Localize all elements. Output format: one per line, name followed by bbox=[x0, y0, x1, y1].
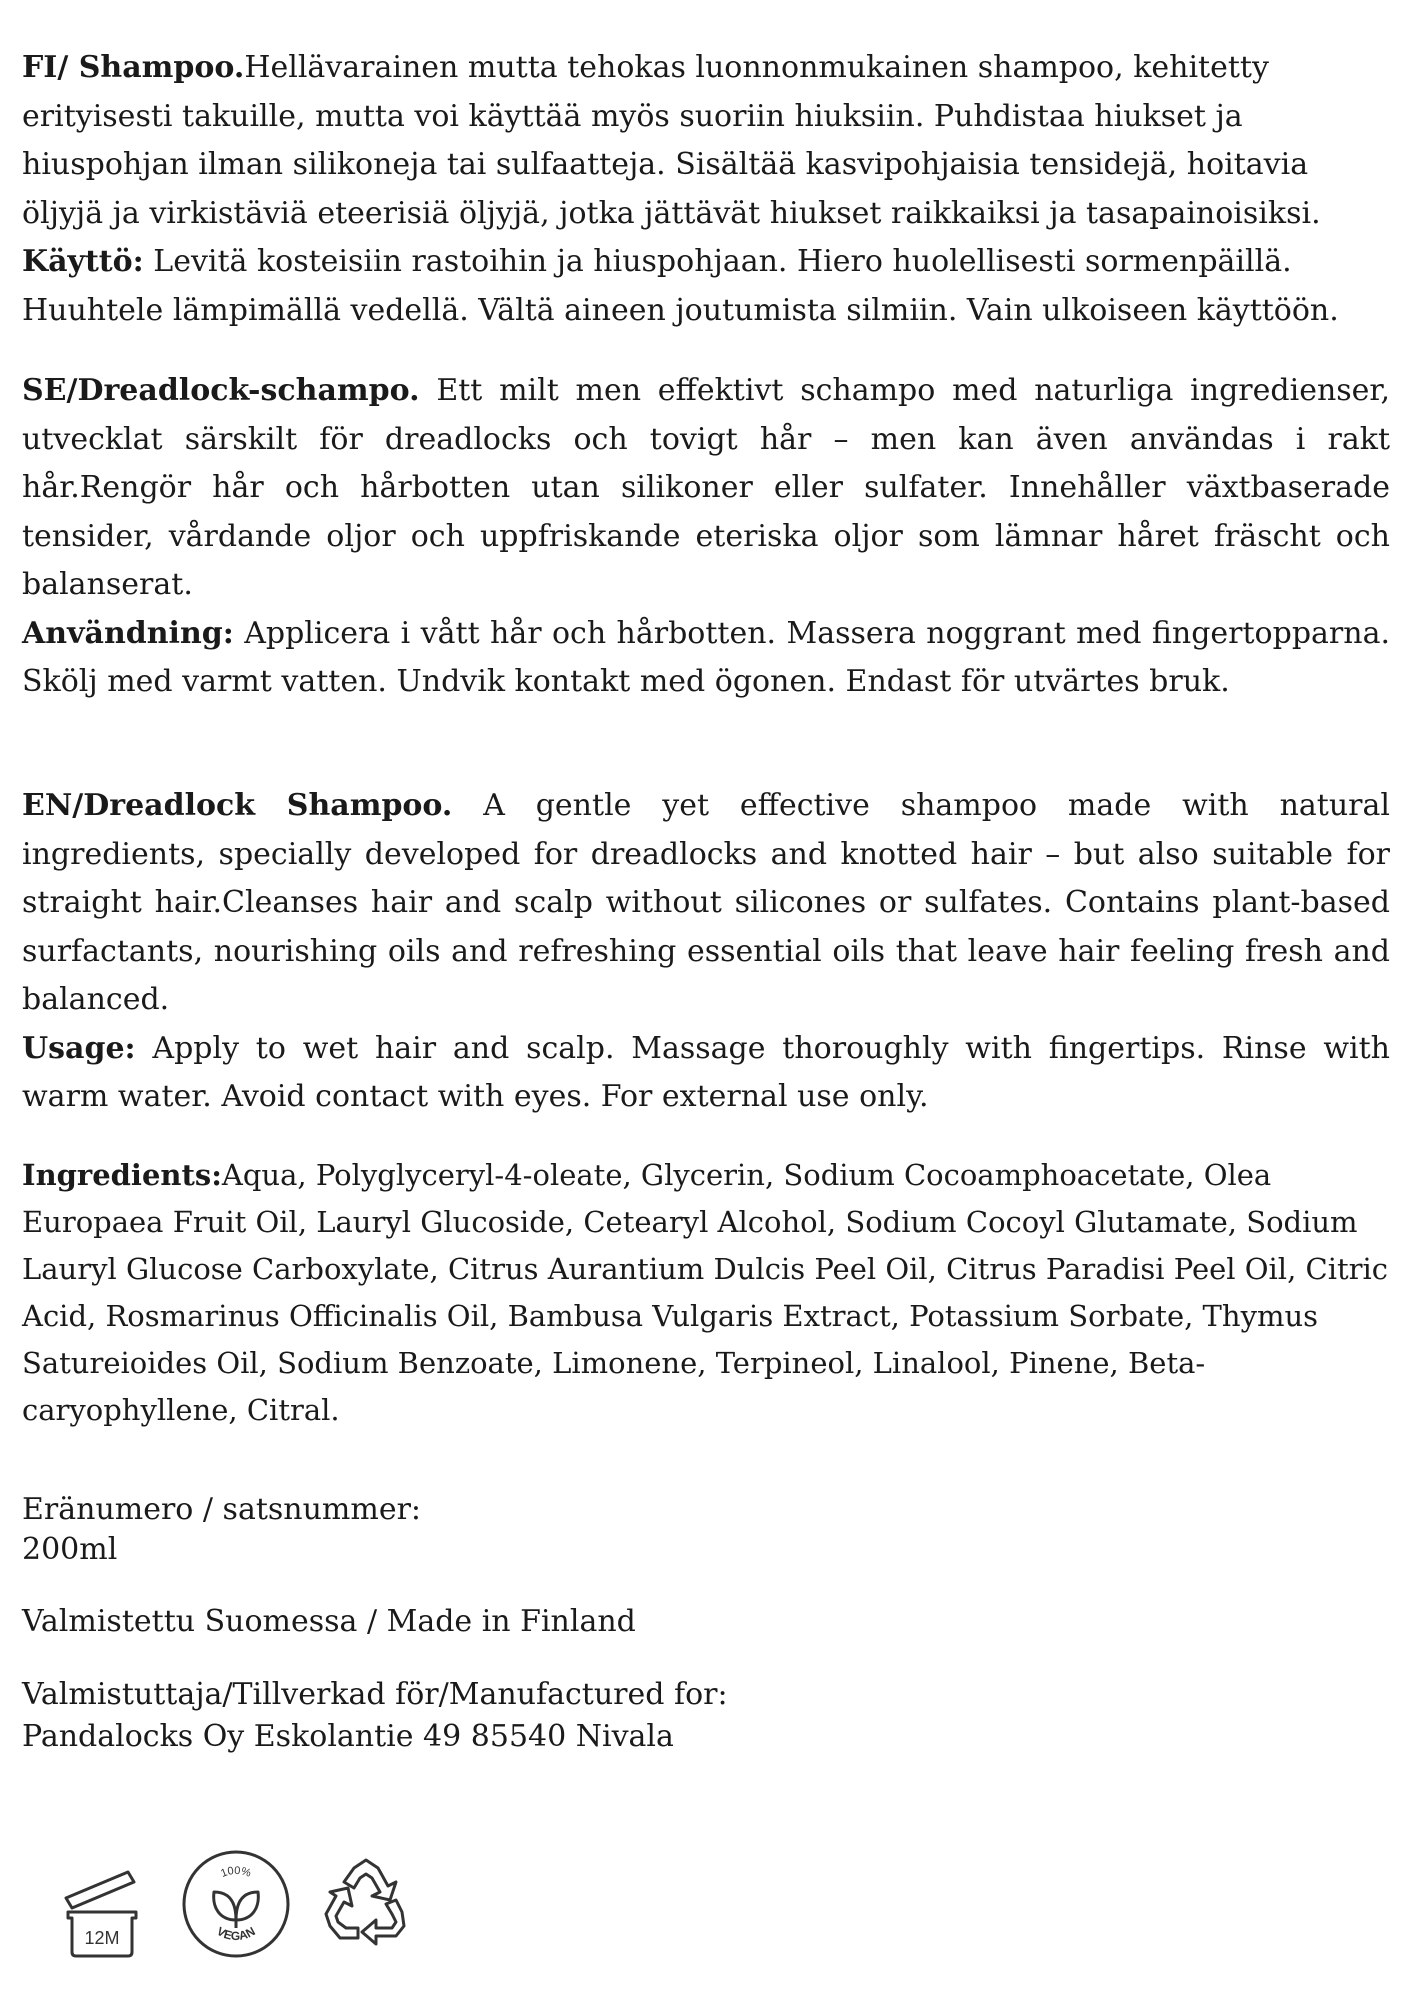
swedish-usage-label: Användning: bbox=[22, 615, 234, 651]
finnish-heading: FI/ Shampoo. bbox=[22, 50, 245, 85]
batch-number-label: Eränumero / satsnummer: bbox=[22, 1492, 422, 1527]
manufacturer-address: Pandalocks Oy Eskolantie 49 85540 Nivala bbox=[22, 1719, 674, 1754]
ingredients-section bbox=[22, 1152, 1390, 1434]
swedish-heading: SE/Dreadlock-schampo. bbox=[22, 373, 420, 408]
swedish-description: Ett milt men effektivt schampo med naturliga ingredienser, utvecklat särskilt för dreadlocks och tovigt hår – men kan även användas i rakt hår.Rengör hår och hårbotten utan silikoner eller sulfater. Innehåller växtbaserade tensider, vårdande oljor och uppfriskande eteriska oljor som lämnar håret fräscht och balanserat. bbox=[22, 373, 1390, 602]
volume-text: 200ml bbox=[22, 1532, 118, 1567]
period-after-opening-icon bbox=[58, 1860, 146, 1960]
ingredients-label: Ingredients: bbox=[22, 1158, 222, 1192]
english-heading: EN/Dreadlock Shampoo. bbox=[22, 788, 453, 823]
leaf-icon bbox=[214, 1892, 259, 1928]
swedish-usage-text: Applicera i vått hår och hårbotten. Massera noggrant med fingertopparna. Skölj med varmt vatten. Undvik kontakt med ögonen. Endast för utvärtes bruk. bbox=[22, 615, 1390, 699]
english-usage-label: Usage: bbox=[22, 1030, 136, 1066]
english-section bbox=[22, 782, 1390, 1122]
manufactured-for-label: Valmistuttaja/Tillverkad för/Manufactured for: bbox=[22, 1677, 728, 1712]
recycle-icon bbox=[316, 1852, 416, 1952]
finnish-description: Hellävarainen mutta tehokas luonnonmukainen shampoo, kehitetty erityisesti takuille, mutta voi käyttää myös suoriin hiuksiin. Puhdistaa hiukset ja hiuspohjan ilman silikoneja tai sulfaatteja. Sisältää kasvipohjaisia tensidejä, hoitavia öljyjä ja virkistäviä eteerisiä öljyjä, jotka jättävät hiukset raikkaiksi ja tasapainoisiksi. bbox=[22, 50, 1321, 231]
vegan-badge-top-text: 100% bbox=[219, 1864, 253, 1880]
finnish-section bbox=[22, 44, 1390, 335]
english-description: A gentle yet effective shampoo made with natural ingredients, specially developed for dreadlocks and knotted hair – but also suitable for straight hair.Cleanses hair and scalp without silicones or sulfates. Contains plant-based surfactants, nourishing oils and refreshing essential oils that leave hair feeling fresh and balanced. bbox=[22, 788, 1390, 1017]
swedish-section bbox=[22, 367, 1390, 707]
english-usage-text: Apply to wet hair and scalp. Massage thoroughly with fingertips. Rinse with warm water. Avoid contact with eyes. For external use only. bbox=[22, 1030, 1390, 1114]
finnish-usage-label: Käyttö: bbox=[22, 244, 144, 279]
finnish-usage-text: Levitä kosteisiin rastoihin ja hiuspohjaan. Hiero huolellisesti sormenpäillä. Huuhtele lämpimällä vedellä. Vältä aineen joutumista silmiin. Vain ulkoiseen käyttöön. bbox=[22, 244, 1339, 328]
ingredients-list: Aqua, Polyglyceryl-4-oleate, Glycerin, Sodium Cocoamphoacetate, Olea Europaea Fruit Oil, Lauryl Glucoside, Cetearyl Alcohol, Sodium Cocoyl Glutamate, Sodium Lauryl Glucose Carboxylate, Citrus Aurantium Dulcis Peel Oil, Citrus Paradisi Peel Oil, Citric Acid, Rosmarinus Officinalis Oil, Bambusa Vulgaris Extract, Potassium Sorbate, Thymus Satureioides Oil, Sodium Benzoate, Limonene, Terpineol, Linalool, Pinene, Beta-caryophyllene, Citral. bbox=[22, 1158, 1389, 1427]
vegan-badge-bottom-text: VEGAN bbox=[214, 1924, 258, 1944]
pao-label: 12M bbox=[84, 1928, 120, 1948]
made-in-text: Valmistettu Suomessa / Made in Finland bbox=[22, 1604, 636, 1639]
vegan-badge-icon bbox=[180, 1848, 292, 1960]
